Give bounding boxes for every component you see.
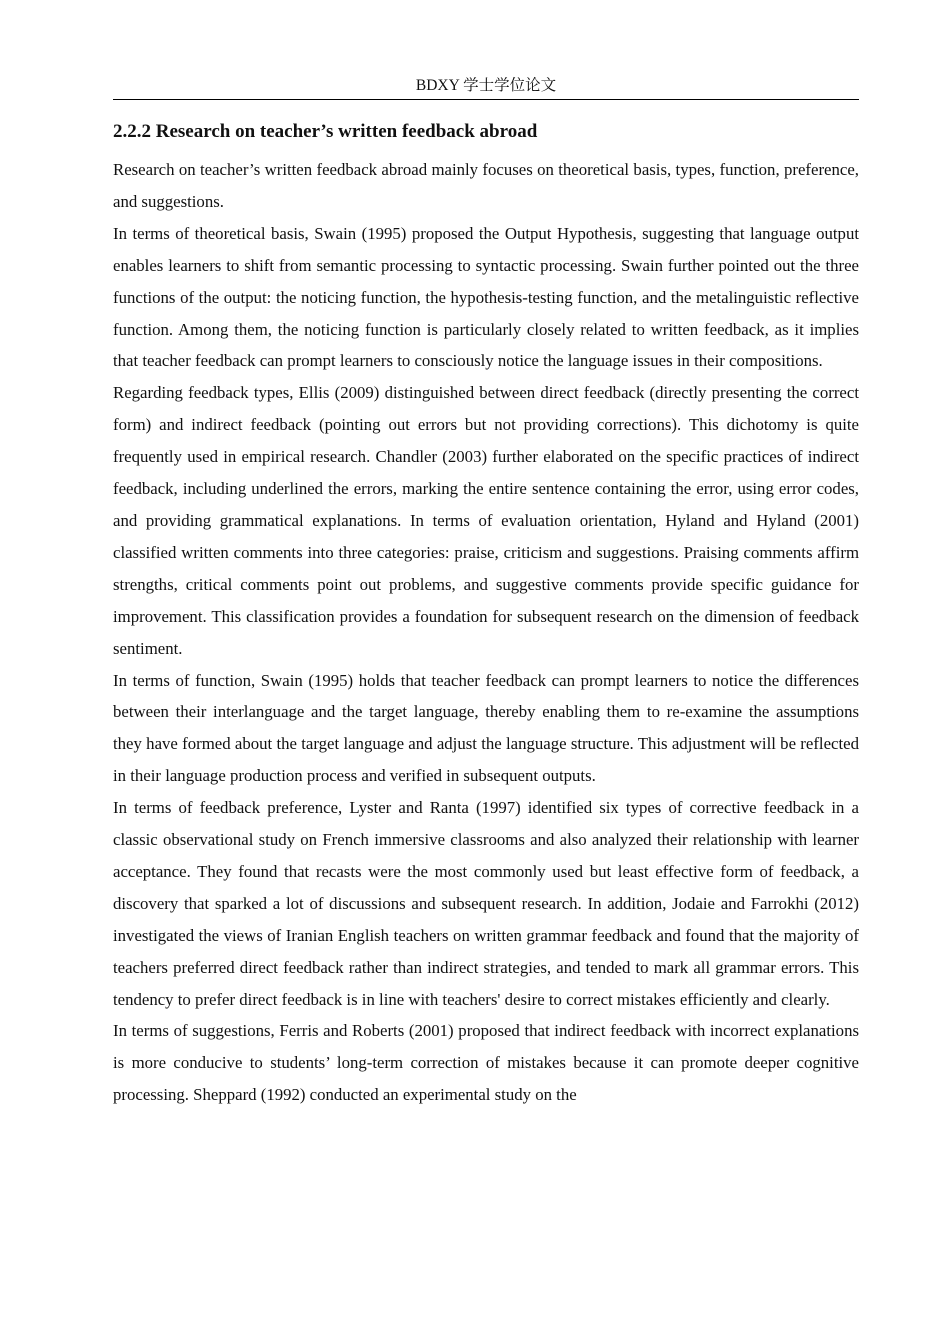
section-heading: 2.2.2 Research on teacher’s written feedback abroad — [113, 121, 538, 142]
paragraph-theoretical-basis: In terms of theoretical basis, Swain (1995) proposed the Output Hypothesis, suggesting that language output enables learners to shift from semantic processing to syntactic processing. Swain further pointed out the three functions of the output: the noticing function, the hypothesis-testing function, and the metalinguistic reflective function. Among them, the noticing function is particularly closely related to written feedback, as it implies that teacher feedback can prompt learners to consciously notice the language issues in their compositions. — [113, 223, 859, 371]
paragraph-function: In terms of function, Swain (1995) holds that teacher feedback can prompt learners to notice the differences between their interlanguage and the target language, thereby enabling them to re-examine the assumptions they have formed about the target language and adjust the language structure. This adjustment will be reflected in their language production process and verified in subsequent outputs. — [113, 670, 859, 786]
paragraph-feedback-types: Regarding feedback types, Ellis (2009) distinguished between direct feedback (directly presenting the correct form) and indirect feedback (pointing out errors but not providing corrections). This dichotomy is quite frequently used in empirical research. Chandler (2003) further elaborated on the specific practices of indirect feedback, including underlined the errors, marking the entire sentence containing the error, using error codes, and providing grammatical explanations. In terms of evaluation orientation, Hyland and Hyland (2001) classified written comments into three categories: praise, criticism and suggestions. Praising comments affirm strengths, critical comments point out problems, and suggestive comments provide specific guidance for improvement. This classification provides a foundation for subsequent research on the dimension of feedback sentiment. — [113, 383, 859, 658]
paragraph-preference: In terms of feedback preference, Lyster and Ranta (1997) identified six types of corrective feedback in a classic observational study on French immersive classrooms and also analyzed their relationship with learner acceptance. They found that recasts were the most commonly used but least effective form of feedback, a discovery that sparked a lot of discussions and subsequent research. In addition, Jodaie and Farrokhi (2012) investigated the views of Iranian English teachers on written grammar feedback and found that the majority of teachers preferred direct feedback rather than indirect strategies, and tended to mark all grammar errors. This tendency to prefer direct feedback is in line with teachers' desire to correct mistakes efficiently and clearly. — [113, 798, 859, 1009]
paragraph-intro: Research on teacher’s written feedback abroad mainly focuses on theoretical basis, types, function, preference, and suggestions. — [113, 160, 859, 211]
page-body — [113, 116, 859, 1111]
page-header: BDXY 学士学位论文 — [113, 76, 859, 100]
paragraph-suggestions: In terms of suggestions, Ferris and Roberts (2001) proposed that indirect feedback with incorrect explanations is more conducive to students’ long-term correction of mistakes because it can promote deeper cognitive processing. Sheppard (1992) conducted an experimental study on the — [113, 1021, 859, 1105]
